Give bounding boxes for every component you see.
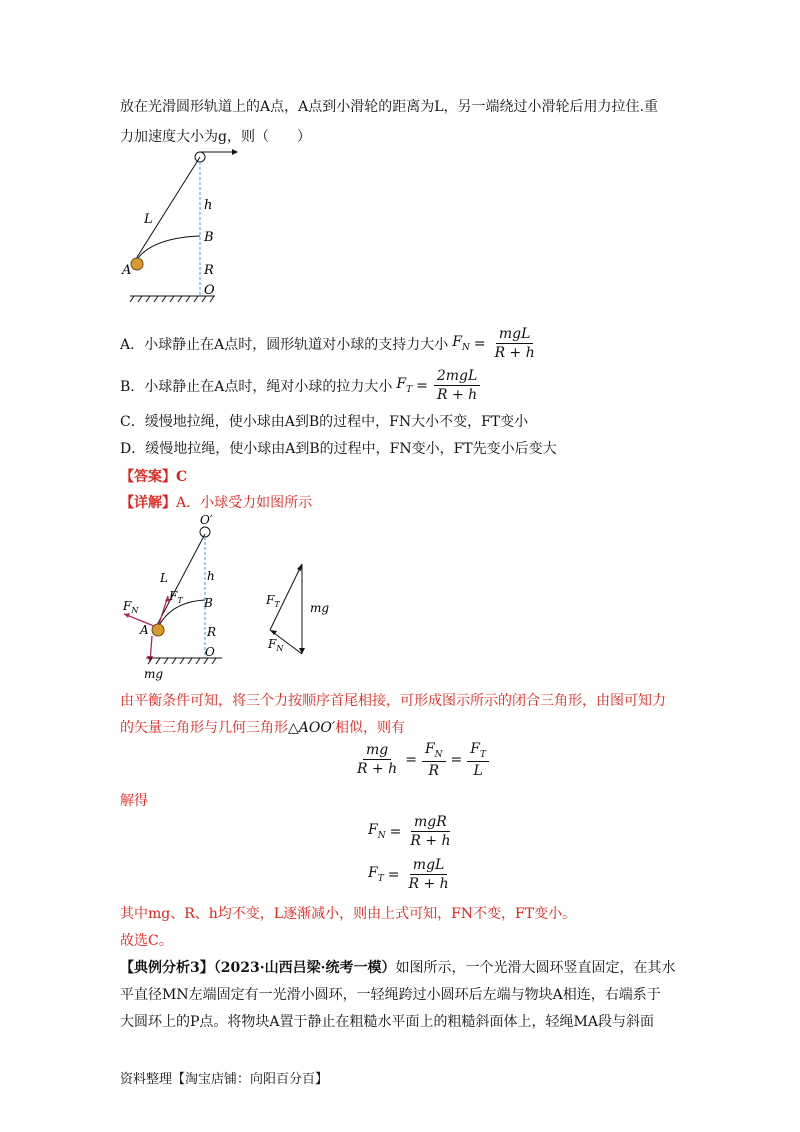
- fig2-label-h: h: [207, 569, 215, 583]
- fig1-label-h: h: [204, 198, 213, 213]
- triangle-symbol: △AOO′: [288, 720, 336, 736]
- equation-FT: $F_T$ = $\frac{\text{mgL}}{R + h}$: [368, 857, 449, 892]
- option-c: C．缓慢地拉绳，使小球由A到B的过程中，FN大小不变，FT变小: [120, 414, 529, 430]
- fig2-label-FT: $F_T$: [169, 589, 183, 605]
- example-line-3: 大圆环上的P点。将物块A置于静止在粗糙水平面上的粗糙斜面体上，轻绳MA段与斜面: [120, 1014, 654, 1030]
- fig2-label-O: O: [205, 645, 215, 659]
- option-b: B．小球静止在A点时，绳对小球的拉力大小 $F_T$ = $\frac{\text{2mgL}}{R + h}$: [120, 368, 482, 403]
- equation-similarity: $\frac{mg}{R + h}$ = $\frac{F_N}{R}$ = $\frac{F_T}{L}$: [352, 741, 491, 779]
- fig3-label-mg: mg: [310, 601, 330, 615]
- option-a-fraction: $\frac{\text{mgL}}{R + h}$: [494, 326, 535, 361]
- explain-line-1: 由平衡条件可知，将三个力按顺序首尾相接，可形成图示所示的闭合三角形，由图可知力: [120, 693, 666, 709]
- option-b-text: B．小球静止在A点时，绳对小球的拉力大小: [120, 378, 393, 395]
- intro-line-1: 放在光滑圆形轨道上的A点，A点到小滑轮的距离为L，另一端绕过小滑轮后用力拉住.重: [120, 99, 658, 115]
- detail-text: A．小球受力如图所示: [176, 495, 313, 511]
- intro-line-2: 力加速度大小为g，则（ ）: [120, 129, 311, 145]
- fig1-label-R: R: [204, 263, 214, 278]
- conclusion: 其中mg、R、h均不变，L逐渐减小，则由上式可知，FN不变，FT变小。: [120, 906, 577, 922]
- example-label: 【典例分析3】: [120, 960, 214, 976]
- option-b-fraction: $\frac{\text{2mgL}}{R + h}$: [434, 368, 480, 403]
- option-b-lhs: $F_T$: [396, 376, 413, 395]
- fig1-label-O: O: [204, 283, 215, 298]
- fig3-label-FT: $F_T$: [266, 593, 280, 609]
- answer: 【答案】C: [120, 469, 188, 485]
- detail-label: 【详解】: [120, 495, 176, 511]
- explain-line-2: 的矢量三角形与几何三角形△AOO′相似，则有: [120, 720, 406, 736]
- figure-3-force-triangle: [258, 560, 338, 660]
- equation-FN: $F_N$ = $\frac{\text{mgR}}{R + h}$: [368, 814, 451, 849]
- fig2-label-A: A: [140, 623, 149, 637]
- example-line-1: 【典例分析3】（2023·山西吕梁·统考一模）如图所示，一个光滑大圆环竖直固定，在其水: [120, 960, 676, 976]
- fig2-label-L: L: [160, 571, 168, 585]
- figure-2-force-diagram: [118, 510, 230, 685]
- fig2-label-B: B: [204, 596, 213, 610]
- fig3-label-FN: $F_N$: [268, 637, 284, 653]
- fig2-label-mg: mg: [144, 667, 164, 681]
- example-source: （2023·山西吕梁·统考一模）: [213, 960, 396, 976]
- option-a-text: A．小球静止在A点时，圆形轨道对小球的支持力大小: [120, 336, 449, 353]
- fig1-label-L: L: [144, 212, 153, 227]
- example-line-2: 平直径MN左端固定有一光滑小圆环，一轻绳跨过小圆环后左端与物块A相连，右端系于: [120, 987, 661, 1003]
- figure-1-diagram: [120, 140, 250, 305]
- fig1-label-A: A: [122, 263, 132, 278]
- detail: [120, 492, 312, 512]
- fig2-label-FN: $F_N$: [123, 599, 139, 615]
- choice: 故选C。: [120, 933, 173, 949]
- solve-label: 解得: [120, 793, 148, 809]
- option-d: D．缓慢地拉绳，使小球由A到B的过程中，FN变小，FT先变小后变大: [120, 441, 557, 457]
- option-a: A．小球静止在A点时，圆形轨道对小球的支持力大小 $F_N$ = $\frac{\text{mgL}}{R + h}$: [120, 326, 540, 361]
- fig2-label-R: R: [207, 625, 217, 639]
- fig1-label-B: B: [204, 230, 214, 245]
- fig2-label-O-prime: O′: [200, 513, 213, 527]
- footer: 资料整理【淘宝店铺：向阳百分百】: [120, 1072, 329, 1087]
- option-a-lhs: $F_N$: [452, 334, 470, 353]
